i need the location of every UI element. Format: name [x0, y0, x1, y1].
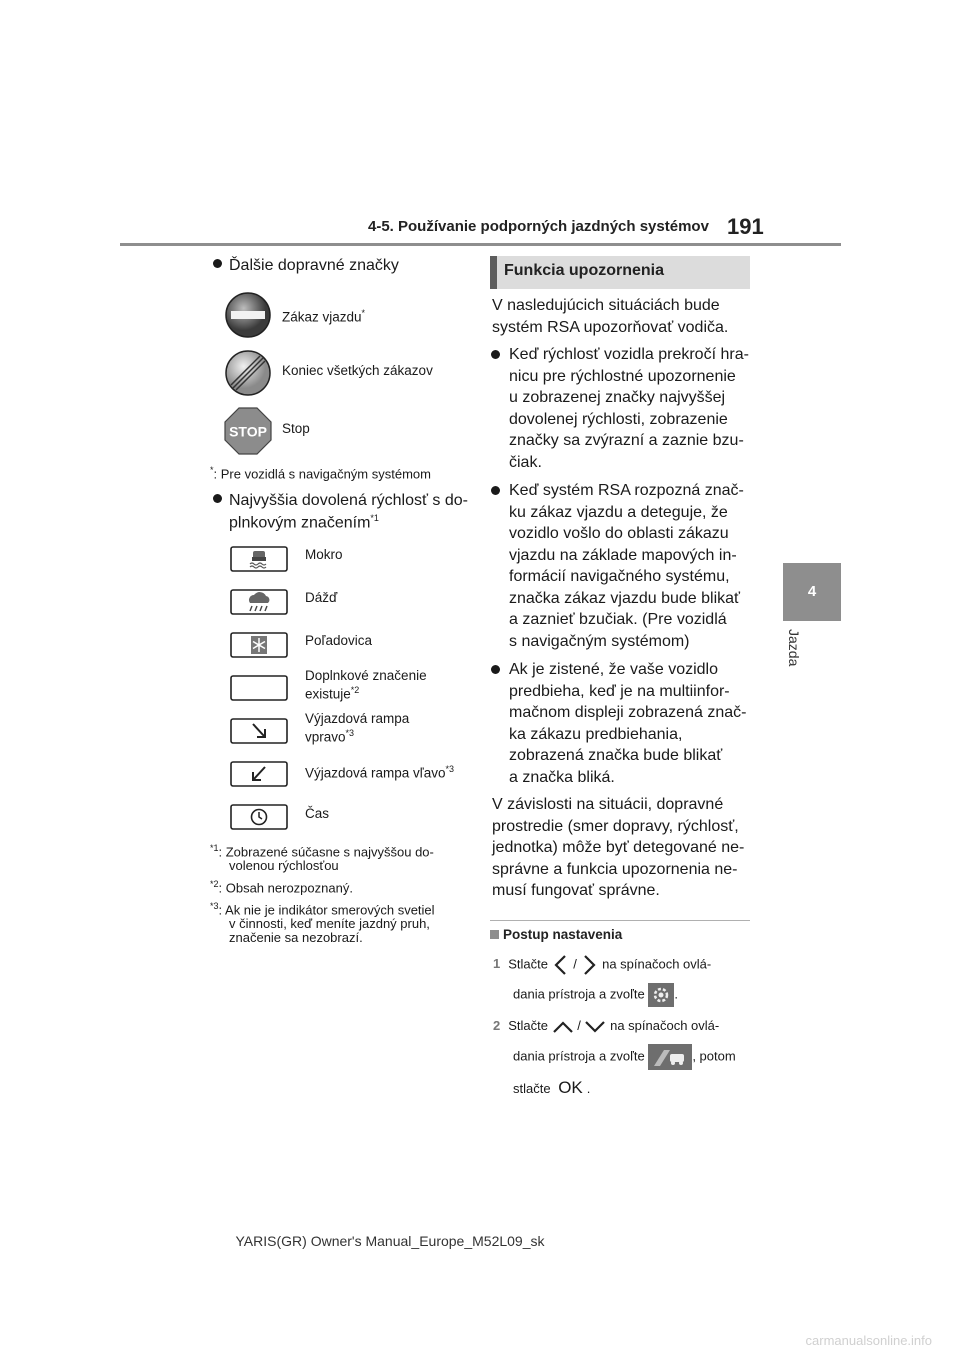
footnote: $^{*1}$: Zobrazené súčasne s najvyššou do- volenou rýchlosťou	[210, 843, 434, 874]
max-speed-heading-cont: plnkovým značením$^{*1}$	[229, 513, 379, 532]
blank-plate-icon	[230, 675, 288, 701]
settings-heading: Postup nastavenia	[490, 927, 622, 942]
divider	[490, 920, 750, 921]
square-bullet-icon	[490, 930, 499, 939]
intro-paragraph: V nasledujúcich situáciách bude systém RSA upozorňovať vodiča.	[492, 297, 729, 336]
footer: YARIS(GR) Owner's Manual_Europe_M52L09_sk	[235, 1233, 545, 1249]
chevron-up-icon	[552, 1019, 574, 1035]
wet-road-icon	[230, 546, 288, 572]
plate-label: Dážď	[305, 590, 338, 605]
chevron-right-icon	[580, 954, 598, 976]
header-rule	[120, 243, 841, 246]
snowflake-icon	[230, 632, 288, 658]
chevron-down-icon	[584, 1019, 606, 1035]
settings-step-1: 1 Stlačte / na spínačoch ovlá-	[493, 954, 711, 976]
svg-text:STOP: STOP	[229, 423, 267, 440]
plate-label: Čas	[305, 806, 330, 821]
settings-step-2-cont: dania prístroja a zvoľte , potom	[513, 1044, 736, 1070]
plate-label: Doplnkové značenie existuje$^{*2}$	[305, 668, 427, 702]
sign-label: Koniec všetkých zákazov	[282, 363, 433, 378]
plate-label: Poľadovica	[305, 633, 372, 648]
plate-label: Výjazdová rampa vpravo$^{*3}$	[305, 711, 410, 745]
chapter-label: Jazda	[786, 629, 802, 667]
clock-icon	[230, 804, 288, 830]
warning-bullet: Keď systém RSA rozpozná znač- ku zákaz vjazdu a deteguje, že vozidlo vošlo do oblasti zákazu vjazdu na základe mapových in- formácií navigačného systému, značka zákaz vjazdu bude blikať a zaznieť bzučiak. (Pre vozidlá s navigačným systémom)	[509, 480, 744, 652]
end-restrictions-sign-icon	[224, 349, 272, 397]
page-number: 191	[727, 214, 764, 239]
stop-sign-icon	[224, 407, 272, 455]
warning-bullet: Ak je zistené, že vaše vozidlo predbieha, keď je na multiinfor- mačnom displeji zobrazená znač- ka zákazu predbiehania, zobrazená značka bude blikať a značka bliká.	[509, 659, 746, 788]
settings-step-1-cont: dania prístroja a zvoľte .	[513, 983, 678, 1007]
plate-label: Mokro	[305, 547, 343, 562]
road-sign-assist-icon	[648, 1044, 692, 1070]
footnote: *: Pre vozidlá s navigačným systémom	[210, 465, 431, 482]
warning-bullet: Keď rýchlosť vozidla prekročí hra- nicu pre rýchlostné upozornenie u zobrazenej značky najvyššej dovolenej rýchlosti, zobrazenie značky sa zvýrazní a zaznie bzu- čiak.	[509, 344, 749, 473]
warning-section-heading: Funkcia upozornenia	[490, 256, 750, 289]
max-speed-heading: Najvyššia dovolená rýchlosť s do-	[213, 489, 468, 512]
bullet-icon	[491, 486, 500, 495]
bullet-icon	[491, 665, 500, 674]
chapter-tab[interactable]: 4	[783, 563, 841, 621]
plate-label: Výjazdová rampa vľavo$^{*3}$	[305, 764, 455, 781]
arrow-down-left-icon	[230, 761, 288, 787]
gear-icon	[648, 983, 674, 1007]
bullet-icon	[213, 259, 222, 268]
bullet-icon	[491, 350, 500, 359]
ok-button-icon: OK	[558, 1078, 583, 1097]
watermark: carmanualsonline.info	[805, 1333, 932, 1348]
bullet-icon	[213, 494, 222, 503]
sign-label: Zákaz vjazdu*	[282, 308, 366, 325]
rain-icon	[230, 589, 288, 615]
closing-paragraph: V závislosti na situácii, dopravné prostredie (smer dopravy, rýchlosť, jednotka) môže byť detegované ne- správne a funkcia upozornenia ne- musí fungovať správne.	[492, 796, 745, 899]
sign-label: Stop	[282, 421, 310, 436]
settings-step-2-end: stlačte OK .	[513, 1078, 591, 1097]
settings-step-2: 2 Stlačte / na spínačoch ovlá-	[493, 1018, 720, 1033]
chevron-left-icon	[552, 954, 570, 976]
section-title: 4-5. Používanie podporných jazdných systémov	[368, 218, 709, 235]
arrow-down-right-icon	[230, 718, 288, 744]
no-entry-sign-icon	[224, 291, 272, 339]
other-signs-heading: Ďalšie dopravné značky	[213, 254, 399, 277]
heading-bar	[490, 256, 497, 289]
footnote: $^{*3}$: Ak nie je indikátor smerových svetiel v činnosti, keď meníte jazdný pruh, značenie sa nezobrazí.	[210, 901, 435, 946]
footnote: $^{*2}$: Obsah nerozpoznaný.	[210, 879, 353, 896]
